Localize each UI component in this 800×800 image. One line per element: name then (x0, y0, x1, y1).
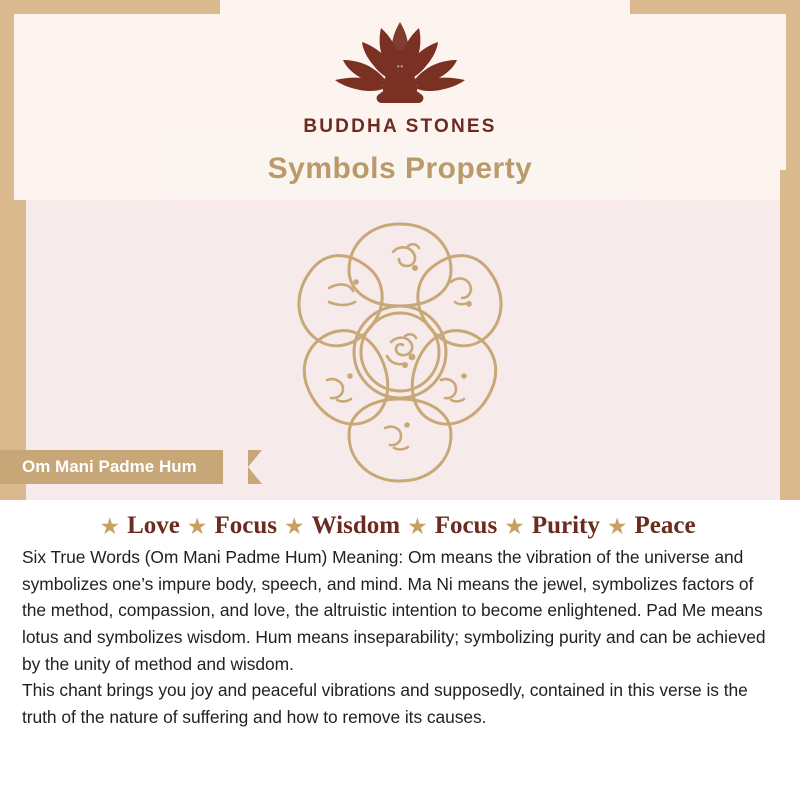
star-icon: ★ (504, 512, 525, 539)
mantra-tag-label: Om Mani Padme Hum (22, 457, 197, 476)
keyword-item: Purity (531, 512, 600, 539)
keyword-item: Focus (214, 512, 277, 539)
star-icon: ★ (606, 512, 628, 539)
description-paragraph-1: Six True Words (Om Mani Padme Hum) Meaning: Om means the vibration of the universe and symbolizes one’s impure body, speech, and mind. Ma Ni means the jewel, symbolizes factors of the method, compassion, and love, the altruistic intention to become enlightened. Pad Me means lotus and symbolizes wisdom. Hum means inseparability; symbolizing purity and can be achieved by the unity of method and wisdom. (22, 547, 766, 674)
description-text (22, 544, 778, 730)
poster-header (0, 0, 800, 200)
keyword-list (22, 512, 778, 540)
keyword-item: Focus (434, 512, 498, 539)
mantra-tag-notch (248, 450, 262, 484)
title-bar (168, 142, 632, 196)
mantra-tag (0, 450, 223, 484)
keyword-item: Love (127, 512, 180, 539)
om-mani-padme-hum-lotus-mandala-icon (255, 210, 545, 495)
description-paragraph-2: This chant brings you joy and peaceful vibrations and supposedly, contained in this verse is the truth of the nature of suffering and how to remove its causes. (22, 680, 748, 727)
star-icon: ★ (186, 512, 208, 539)
star-icon: ★ (99, 512, 121, 539)
brand-name: BUDDHA STONES (303, 116, 497, 137)
page-title: Symbols Property (267, 152, 533, 185)
description-section (0, 500, 800, 800)
lotus-meditation-figure-icon (305, 18, 495, 114)
keyword-item: Wisdom (311, 512, 401, 539)
star-icon: ★ (407, 512, 428, 539)
keyword-item: Peace (634, 512, 696, 539)
star-icon: ★ (283, 512, 305, 539)
brand-logo (0, 18, 800, 138)
